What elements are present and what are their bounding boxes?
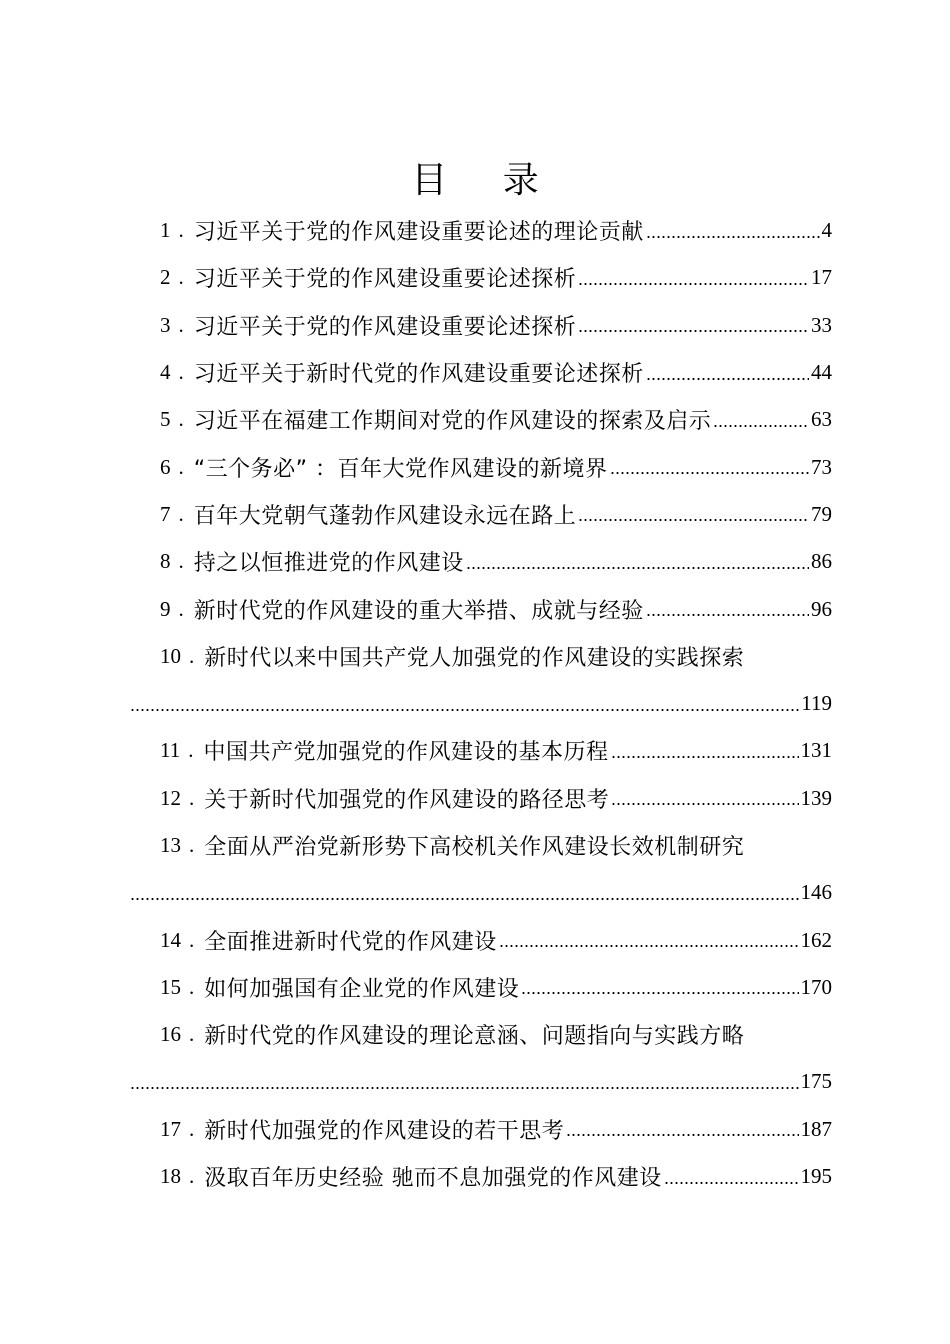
toc-entry-page: 96	[811, 596, 832, 621]
toc-entry[interactable]	[130, 585, 832, 632]
toc-entry[interactable]	[130, 207, 832, 254]
toc-entry-number: 17	[160, 1116, 181, 1141]
dot-leader	[646, 233, 820, 241]
toc-entry-page: 79	[811, 501, 832, 526]
toc-entry-number: 18	[160, 1164, 181, 1189]
toc-entry-separator: .	[178, 549, 184, 574]
toc-entry-page: 187	[800, 1116, 832, 1141]
toc-entry-title: 新时代加强党的作风建设的若干思考	[204, 1118, 565, 1144]
toc-entry-title: 习近平关于党的作风建设重要论述探析	[193, 267, 577, 293]
toc-entry-separator: .	[178, 501, 184, 526]
toc-entry-page: 4	[821, 218, 832, 243]
toc-entry-number: 3	[160, 312, 171, 337]
toc-entry[interactable]	[130, 775, 832, 822]
toc-entry-title: 中国共产党加强党的作风建设的基本历程	[203, 740, 609, 766]
toc-entry-separator: .	[178, 360, 184, 385]
dot-leader	[466, 564, 809, 572]
toc-entry-number: 13	[160, 833, 181, 857]
toc-entry-title: 汲取百年历史经验 驰而不息加强党的作风建设	[204, 1166, 662, 1192]
toc-entry-separator: .	[178, 596, 184, 621]
toc-entry-page: 73	[811, 454, 832, 479]
dot-leader	[566, 1131, 798, 1139]
toc-entry-title: 新时代党的作风建设的理论意涵、问题指向与实践方略	[204, 1024, 745, 1050]
toc-entry-title: 习近平关于新时代党的作风建设重要论述探析	[193, 362, 644, 388]
toc-entry-number: 9	[160, 596, 171, 621]
toc-entry-number: 15	[160, 974, 181, 999]
toc-entry-number: 10	[160, 643, 181, 668]
toc-entry-number: 5	[160, 407, 171, 432]
toc-entry-separator: .	[189, 785, 195, 810]
toc-entry-page: 175	[800, 1069, 832, 1094]
toc-entry[interactable]	[130, 1153, 832, 1200]
toc-entry-title: 新时代党的作风建设的重大举措、成就与经验	[193, 598, 644, 624]
toc-entry[interactable]	[130, 1011, 832, 1058]
toc-list	[130, 207, 832, 1200]
dot-leader	[646, 611, 809, 619]
toc-entry-separator: .	[178, 218, 184, 243]
toc-entry-page: 63	[811, 407, 832, 432]
toc-entry-title: 如何加强国有企业党的作风建设	[204, 976, 520, 1002]
dot-leader	[664, 1179, 799, 1187]
toc-entry-page: 139	[800, 785, 832, 810]
toc-entry-separator: .	[189, 1116, 195, 1141]
toc-entry[interactable]	[130, 727, 832, 774]
toc-entry-number: 11	[160, 738, 181, 763]
toc-entry[interactable]	[130, 964, 832, 1011]
toc-entry-page: 86	[811, 549, 832, 574]
toc-entry-title: “三个务必” ：百年大党作风建设的新境界	[193, 456, 608, 482]
toc-entry[interactable]	[130, 491, 832, 538]
toc-entry-continuation[interactable]	[130, 680, 832, 727]
toc-entry[interactable]	[130, 633, 832, 680]
dot-leader	[611, 753, 799, 761]
toc-entry-page: 44	[811, 360, 832, 385]
toc-entry-number: 7	[160, 501, 171, 526]
toc-entry-title: 全面推进新时代党的作风建设	[204, 929, 497, 955]
toc-entry[interactable]	[130, 916, 832, 963]
toc-entry[interactable]	[130, 254, 832, 301]
toc-entry[interactable]	[130, 349, 832, 396]
toc-entry-page: 162	[800, 927, 832, 952]
dot-leader	[646, 375, 809, 383]
dot-leader	[611, 800, 798, 808]
toc-entry-title: 习近平关于党的作风建设重要论述探析	[193, 314, 577, 340]
toc-entry-page: 33	[811, 312, 832, 337]
toc-entry-page: 119	[801, 691, 832, 716]
dot-leader	[578, 280, 809, 288]
dot-leader	[521, 989, 798, 997]
toc-entry-number: 14	[160, 927, 181, 952]
toc-entry-number: 2	[160, 265, 171, 290]
toc-entry-title: 百年大党朝气蓬勃作风建设永远在路上	[193, 503, 577, 529]
toc-entry-page: 131	[800, 738, 832, 763]
dot-leader	[130, 706, 799, 714]
toc-entry-separator: .	[189, 833, 195, 857]
toc-entry[interactable]	[130, 302, 832, 349]
dot-leader	[130, 895, 799, 903]
toc-entry-number: 8	[160, 549, 171, 574]
toc-entry-number: 16	[160, 1022, 181, 1047]
toc-entry-separator: .	[189, 1022, 195, 1047]
toc-entry[interactable]	[130, 822, 832, 869]
toc-entry-number: 6	[160, 454, 171, 479]
toc-entry-title: 关于新时代加强党的作风建设的路径思考	[204, 787, 610, 813]
toc-entry-title: 新时代以来中国共产党人加强党的作风建设的实践探索	[204, 645, 745, 671]
toc-entry-separator: .	[178, 454, 184, 479]
toc-entry-page: 195	[800, 1164, 832, 1189]
toc-entry-number: 12	[160, 785, 181, 810]
toc-entry[interactable]	[130, 1106, 832, 1153]
toc-entry[interactable]	[130, 396, 832, 443]
toc-entry-separator: .	[188, 738, 194, 763]
toc-entry-page: 146	[800, 880, 832, 905]
toc-entry-page: 170	[800, 974, 832, 999]
dot-leader	[130, 1084, 799, 1092]
dot-leader	[713, 422, 809, 430]
toc-entry-number: 4	[160, 360, 171, 385]
toc-entry-separator: .	[178, 407, 184, 432]
toc-entry-page: 17	[811, 265, 832, 290]
toc-entry-separator: .	[189, 1164, 195, 1189]
toc-entry[interactable]	[130, 538, 832, 585]
toc-entry-number: 1	[160, 218, 171, 243]
toc-entry-separator: .	[189, 974, 195, 999]
dot-leader	[578, 327, 809, 335]
toc-entry-separator: .	[189, 927, 195, 952]
toc-entry-title: 持之以恒推进党的作风建设	[193, 551, 464, 577]
toc-entry-separator: .	[178, 265, 184, 290]
dot-leader	[610, 469, 809, 477]
toc-entry-continuation[interactable]	[130, 869, 832, 916]
toc-entry-separator: .	[178, 312, 184, 337]
toc-entry[interactable]	[130, 443, 832, 490]
toc-entry-separator: .	[189, 643, 195, 668]
dot-leader	[499, 942, 799, 950]
toc-entry-title: 习近平在福建工作期间对党的作风建设的探索及启示	[193, 409, 712, 435]
dot-leader	[578, 516, 809, 524]
toc-heading: 目 录	[411, 160, 561, 201]
toc-entry-title: 全面从严治党新形势下高校机关作风建设长效机制研究	[204, 835, 745, 860]
toc-entry-continuation[interactable]	[130, 1058, 832, 1105]
toc-entry-title: 习近平关于党的作风建设重要论述的理论贡献	[193, 220, 644, 246]
